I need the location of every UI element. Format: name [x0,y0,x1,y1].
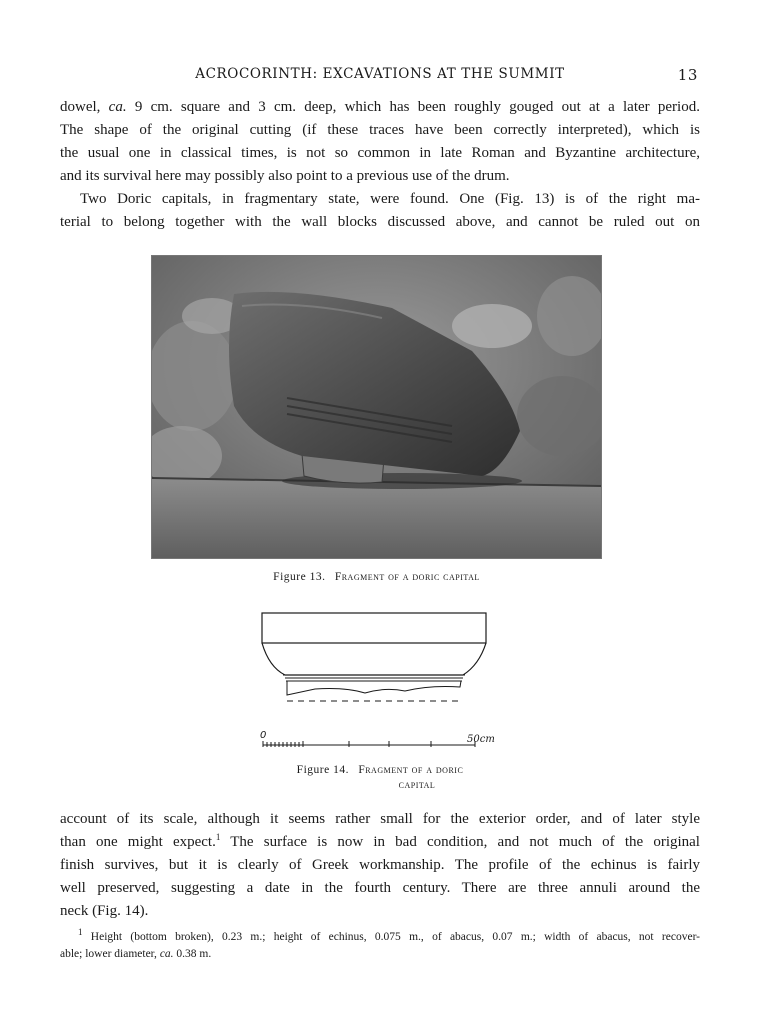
figure-13-label: Figure 13. [273,571,326,583]
running-head [60,66,700,86]
broken-neck-outline [287,681,461,695]
scale-zero-label: 0 [260,730,267,741]
figure-14-title-line1: Fragment of a doric [358,764,464,776]
text-line: neck (Fig. 14). [60,903,149,919]
footnote-marker: 1 [78,927,83,938]
footnote [60,929,700,963]
figure-14-drawing [255,605,505,755]
figure-14-caption [230,763,530,793]
scale-ticks [263,741,475,747]
text-line: account of its scale, although it seems rather small for the exterior order, and of later style [60,811,700,827]
text-line: finish survives, but it is clearly of Greek workmanship. The profile of the echinus is fairly [60,857,700,873]
text-line: The shape of the original cutting (if these traces have been correctly interpreted), which is [60,122,700,138]
figure-14-title-line2: capital [398,779,436,791]
footnote-ref: 1 [215,832,221,842]
figure-13-photo [151,255,602,559]
paragraph-1 [60,96,700,188]
text-line: Two Doric capitals, in fragmentary state, were found. One (Fig. 13) is of the right ma- [80,191,700,207]
footnote-line: able; lower diameter, ca. 0.38 m. [60,948,212,960]
text-line: and its survival here may possibly also point to a previous use of the drum. [60,168,510,184]
paragraph-2 [60,188,700,234]
abacus-outline [262,613,486,643]
figure-13-caption [151,571,602,583]
text-line: terial to belong together with the wall blocks discussed above, and cannot be ruled out on [60,214,700,230]
page-number: 13 [677,66,698,84]
text-line: the usual one in classical times, is not so common in late Roman and Byzantine architecture, [60,145,700,161]
text-line: well preserved, suggesting a date in the fourth century. There are three annuli around the [60,880,700,896]
scale-end-label: 50cm [467,734,495,745]
text-line: dowel, ca. 9 cm. square and 3 cm. deep, which has been roughly gouged out at a later period. [60,99,700,115]
echinus-profile [262,643,486,675]
text-line: than one might expect.$^1$ The surface is now in bad condition, and not much of the original [60,832,700,850]
figure-14-label: Figure 14. [296,764,349,776]
paragraph-3 [60,808,700,923]
capital-photo-illustration [152,256,602,559]
footnote-line: $^1$ Height (bottom broken), 0.23 m.; height of echinus, 0.075 m., of abacus, 0.07 m.; width of abacus, not recover- [78,927,700,943]
running-title: ACROCORINTH: EXCAVATIONS AT THE SUMMIT [195,66,565,82]
figure-13-title: Fragment of a doric capital [334,571,480,583]
